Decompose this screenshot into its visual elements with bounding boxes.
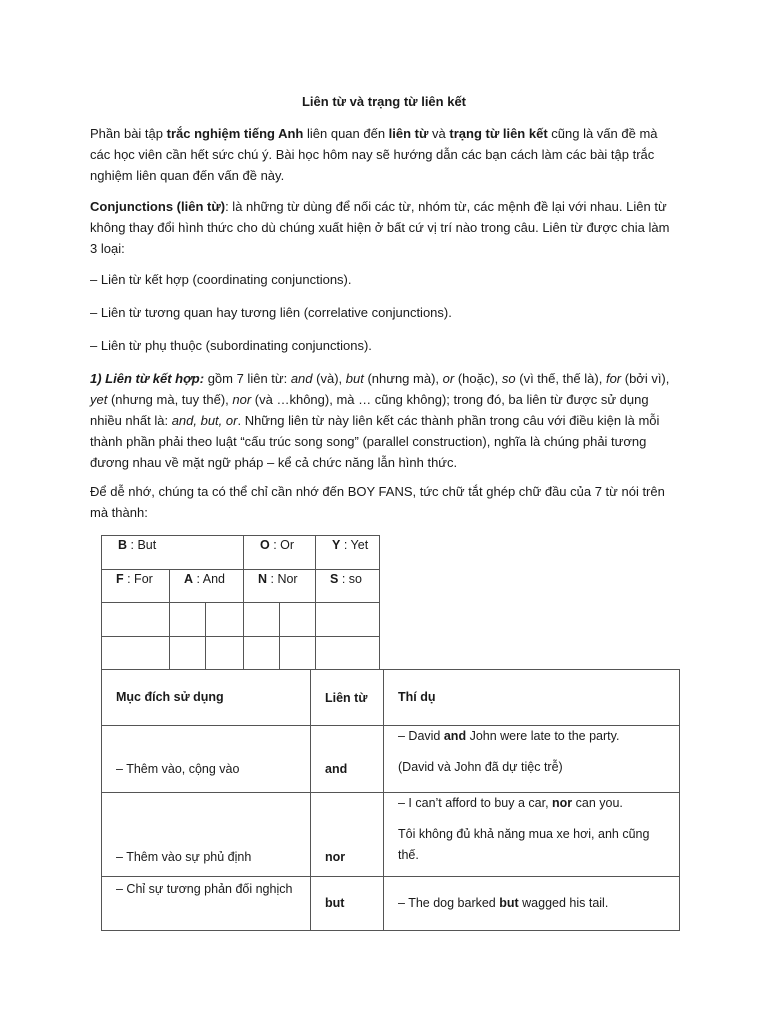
- example-cell: [384, 877, 680, 931]
- example-text: can you.: [572, 796, 623, 810]
- document-title: Liên từ và trạng từ liên kết: [301, 94, 467, 109]
- conj-word: and, but, or: [171, 413, 238, 428]
- example-cell: [384, 726, 680, 793]
- conj-word: but: [345, 371, 364, 386]
- example-sentence: [398, 726, 665, 747]
- empty-cell: [280, 603, 316, 637]
- boy-fans-word: : And: [193, 571, 226, 586]
- type-item: – Liên từ tương quan hay tương liên (correlative conjunctions).: [90, 305, 452, 320]
- empty-cell: [316, 636, 380, 670]
- header-conjunction-label: Liên từ: [325, 690, 368, 705]
- conjunction-cell: and: [311, 726, 384, 793]
- boy-fans-cell: [102, 569, 170, 603]
- conj-word: so: [501, 371, 516, 386]
- boy-fans-cell: [244, 569, 316, 603]
- section1-text: (nhưng mà, tuy thế),: [107, 392, 233, 407]
- example-sentence: [398, 793, 665, 814]
- empty-cell: [206, 603, 244, 637]
- section1-text: (và),: [312, 371, 346, 386]
- empty-cell: [280, 636, 316, 670]
- header-example: Thí dụ: [384, 670, 680, 726]
- boy-fans-cell: [244, 536, 316, 570]
- purpose-cell: – Thêm vào, cộng vào: [102, 726, 311, 793]
- table-row: [102, 636, 380, 670]
- usage-table: [101, 669, 680, 931]
- boy-fans-letter: S: [330, 571, 339, 586]
- type-item: – Liên từ phụ thuộc (subordinating conjunctions).: [90, 338, 372, 353]
- conj-word: or: [442, 371, 455, 386]
- conjunction-cell: but: [311, 877, 384, 931]
- example-conj: but: [499, 896, 519, 910]
- boy-fans-table: [101, 535, 380, 670]
- boy-fans-letter: Y: [332, 538, 341, 552]
- section1-text: (bởi vì),: [621, 371, 670, 386]
- intro-text: Phần bài tập: [90, 126, 167, 141]
- boy-fans-cell: [316, 536, 380, 570]
- conj-word: yet: [90, 392, 108, 407]
- section1-text: . Những liên từ này liên kết các thành phần trong câu với điều kiện là mỗi thành phần phải theo luật “cấu trúc song song” (parallel construction), nghĩa là chúng phải tương đương nhau về mặt ngữ pháp – kể cả chức năng lẫn hình thức.: [90, 413, 660, 470]
- empty-cell: [244, 603, 280, 637]
- mnemonic-paragraph: Để dễ nhớ, chúng ta có thể chỉ cần nhớ đến BOY FANS, tức chữ tắt ghép chữ đầu của 7 từ nói trên mà thành:: [90, 484, 665, 520]
- intro-bold-text: trắc nghiệm tiếng Anh: [166, 126, 304, 141]
- purpose-cell: – Chỉ sự tương phản đối nghịch: [102, 877, 311, 931]
- section1-text: gồm 7 liên từ:: [204, 371, 291, 386]
- table-row: [102, 569, 380, 603]
- empty-cell: [316, 603, 380, 637]
- example-conj: and: [443, 729, 467, 743]
- boy-fans-cell: [170, 569, 244, 603]
- header-purpose: Mục đích sử dụng: [102, 670, 311, 726]
- boy-fans-word: : But: [127, 538, 157, 552]
- purpose-cell: – Thêm vào sự phủ định: [102, 793, 311, 877]
- example-cell: [384, 793, 680, 877]
- intro-bold-text: trạng từ liên kết: [449, 126, 548, 141]
- conjunctions-definition: [90, 196, 680, 259]
- conjunction-cell: nor: [311, 793, 384, 877]
- boy-fans-letter: F: [116, 571, 124, 586]
- empty-cell: [102, 603, 170, 637]
- conjunctions-text: : là những từ dùng để nối các từ, nhóm từ, các mệnh đề lại với nhau. Liên từ không thay đổi hình thức cho dù chúng xuất hiện ở bất cứ vị trí nào trong câu. Liên từ được chia làm 3 loại:: [90, 199, 670, 256]
- example-conj: nor: [552, 796, 573, 810]
- boy-fans-word: : Yet: [340, 538, 369, 552]
- boy-fans-letter: N: [258, 571, 268, 586]
- boy-fans-letter: O: [260, 538, 270, 552]
- intro-paragraph: [90, 123, 680, 186]
- section1-text: (vì thế, thế là),: [515, 371, 606, 386]
- intro-text: liên quan đến: [303, 126, 389, 141]
- example-text: wagged his tail.: [518, 896, 609, 910]
- boy-fans-cell: [316, 569, 380, 603]
- example-text: John were late to the party.: [466, 729, 620, 743]
- example-text: – I can’t afford to buy a car,: [398, 796, 553, 810]
- section1-text: (hoặc),: [454, 371, 502, 386]
- table-row: [102, 726, 680, 793]
- section1-heading: 1) Liên từ kết hợp:: [90, 371, 205, 386]
- boy-fans-letter: B: [118, 538, 128, 552]
- section1-text: (nhưng mà),: [363, 371, 443, 386]
- conj-word: and: [290, 371, 313, 386]
- type-item: – Liên từ kết hợp (coordinating conjunctions).: [90, 272, 352, 287]
- table-row: [102, 536, 380, 570]
- intro-text: và: [428, 126, 450, 141]
- example-translation: Tôi không đủ khả năng mua xe hơi, anh cũng thế.: [398, 827, 650, 862]
- empty-cell: [170, 636, 206, 670]
- boy-fans-letter: A: [184, 571, 194, 586]
- conj-word: nor: [232, 392, 252, 407]
- example-sentence: [398, 893, 665, 914]
- example-text: – David: [398, 729, 444, 743]
- intro-text: cũng là vấn đề mà các học viên cần hết sức chú ý. Bài học hôm nay sẽ hướng dẫn các bạn cách làm các bài tập trắc nghiệm liên quan đến vấn đề này.: [90, 126, 658, 183]
- boy-fans-cell: [102, 536, 244, 570]
- boy-fans-word: : Nor: [267, 571, 298, 586]
- header-conjunction: [311, 670, 384, 726]
- empty-cell: [102, 636, 170, 670]
- section1-text: (và …không), mà … cũng không); trong đó, ba liên từ được sử dụng nhiều nhất là:: [90, 392, 649, 428]
- empty-cell: [206, 636, 244, 670]
- table-row: [102, 793, 680, 877]
- empty-cell: [170, 603, 206, 637]
- boy-fans-word: : so: [338, 571, 362, 586]
- table-row: [102, 603, 380, 637]
- conj-word: for: [605, 371, 622, 386]
- boy-fans-word: : Or: [269, 538, 295, 552]
- empty-cell: [244, 636, 280, 670]
- table-row: [102, 877, 680, 931]
- example-text: – The dog barked: [398, 896, 500, 910]
- section1-paragraph: [90, 368, 680, 473]
- example-translation: (David và John đã dự tiệc trễ): [398, 760, 563, 774]
- boy-fans-word: : For: [123, 571, 153, 586]
- table-header-row: [102, 670, 680, 726]
- intro-bold-text: liên từ: [388, 126, 429, 141]
- conjunctions-term: Conjunctions (liên từ): [90, 199, 226, 214]
